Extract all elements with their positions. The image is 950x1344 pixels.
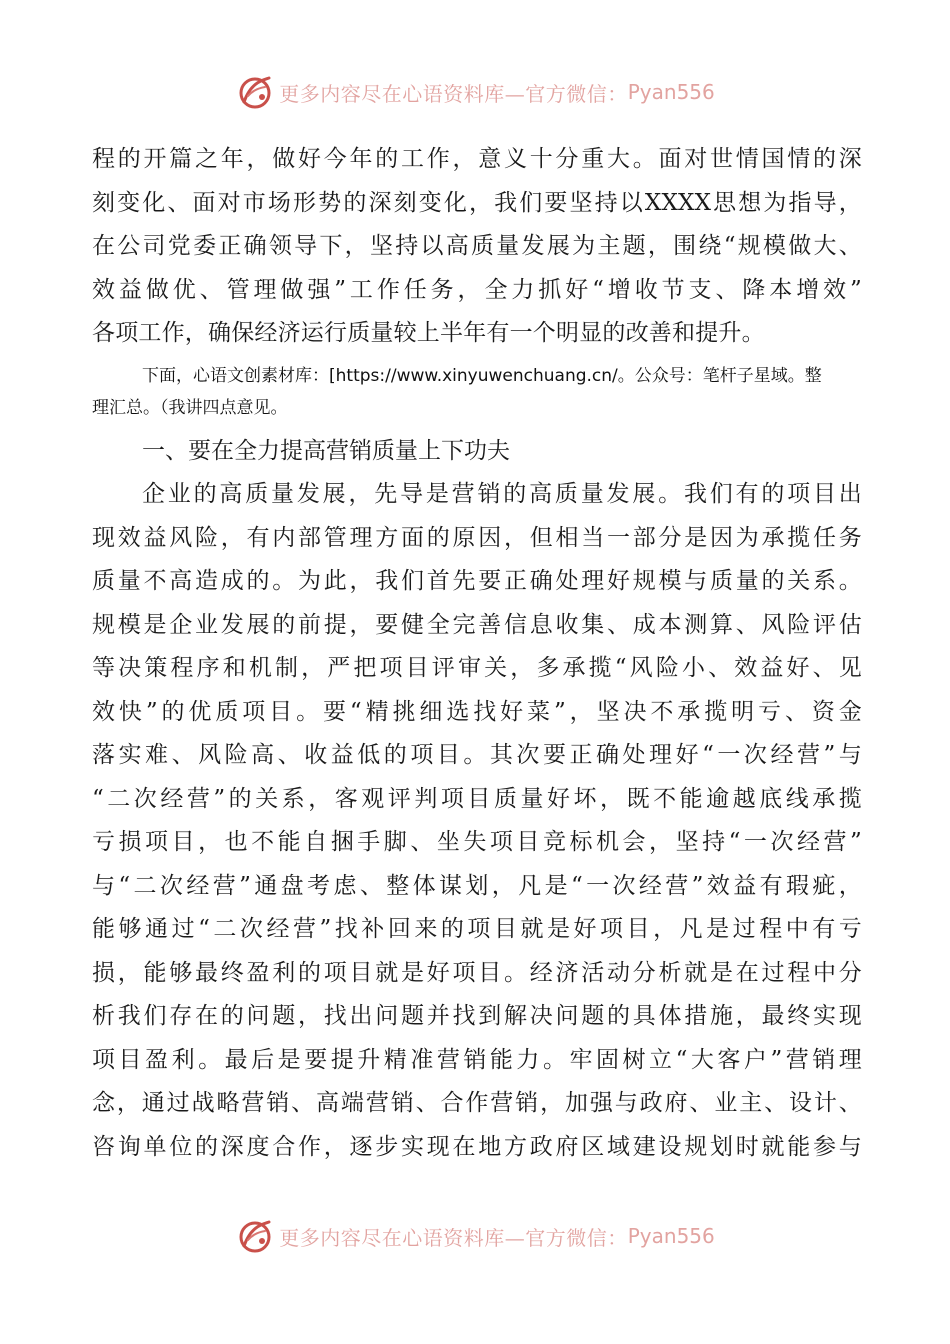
text-line: 与“二次经营”通盘考虑、整体谋划，凡是“一次经营”效益有瑕疵， [92, 872, 862, 899]
text-line: 企业的高质量发展，先导是营销的高质量发展。我们有的项目出 [142, 481, 862, 507]
note-line: 下面，心语文创素材库：[https://www.xinyuwenchuang.cn/。公众号：笔杆子星域。整 [142, 365, 822, 386]
body-paragraph [92, 473, 862, 1169]
footer-wechat-id: Pyan556 [627, 1224, 715, 1248]
text-line: 等决策程序和机制，严把项目评审关，多承揽“风险小、效益好、见 [92, 655, 862, 681]
header-wechat-id: Pyan556 [627, 80, 715, 104]
footer-banner [0, 1212, 950, 1260]
text-line: 落实难、风险高、收益低的项目。其次要正确处理好“一次经营”与 [92, 742, 862, 768]
text-line: 效快”的优质项目。要“精挑细选找好菜”，坚决不承揽明亏、资金 [92, 698, 862, 725]
text-line: 程的开篇之年，做好今年的工作，意义十分重大。面对世情国情的深 [92, 146, 862, 172]
text-line: 项目盈利。最后是要提升精准营销能力。牢固树立“大客户”营销理 [92, 1046, 862, 1073]
text-line: 规模是企业发展的前提，要健全完善信息收集、成本测算、风险评估 [92, 611, 862, 638]
source-note [92, 360, 862, 424]
note-line: 理汇总。（我讲四点意见。 [92, 397, 288, 418]
xinyu-logo-icon [235, 72, 275, 112]
text-line: 析我们存在的问题，找出问题并找到解决问题的具体措施，最终实现 [92, 1003, 862, 1029]
text-line: 刻变化、面对市场形势的深刻变化，我们要坚持以XXXX思想为指导， [92, 189, 862, 216]
intro-paragraph [92, 138, 862, 356]
text-line: 能够通过“二次经营”找补回来的项目就是好项目，凡是过程中有亏 [92, 916, 862, 942]
text-line: 损，能够最终盈利的项目就是好项目。经济活动分析就是在过程中分 [92, 959, 862, 986]
text-line: 在公司党委正确领导下，坚持以高质量发展为主题，围绕“规模做大、 [92, 233, 862, 259]
text-line: 各项工作，确保经济运行质量较上半年有一个明显的改善和提升。 [92, 320, 765, 346]
text-line: 亏损项目，也不能自捆手脚、坐失项目竞标机会，坚持“一次经营” [92, 829, 862, 855]
section-heading: 一、要在全力提高营销质量上下功夫 [142, 437, 510, 464]
header-banner [0, 68, 950, 116]
text-line: 效益做优、管理做强”工作任务，全力抓好“增收节支、降本增效” [92, 276, 862, 303]
footer-banner-text: 更多内容尽在心语资料库—官方微信： [279, 1225, 628, 1250]
xinyu-logo-icon [235, 1216, 275, 1256]
text-line: 现效益风险，有内部管理方面的原因，但相当一部分是因为承揽任务 [92, 524, 862, 551]
document-body [92, 138, 862, 1169]
text-line: 咨询单位的深度合作，逐步实现在地方政府区域建设规划时就能参与 [92, 1133, 862, 1160]
text-line: 质量不高造成的。为此，我们首先要正确处理好规模与质量的关系。 [92, 568, 862, 594]
text-line: 念，通过战略营销、高端营销、合作营销，加强与政府、业主、设计、 [92, 1090, 862, 1116]
text-line: “二次经营”的关系，客观评判项目质量好坏，既不能逾越底线承揽 [92, 785, 862, 812]
header-banner-text: 更多内容尽在心语资料库—官方微信： [279, 81, 628, 106]
